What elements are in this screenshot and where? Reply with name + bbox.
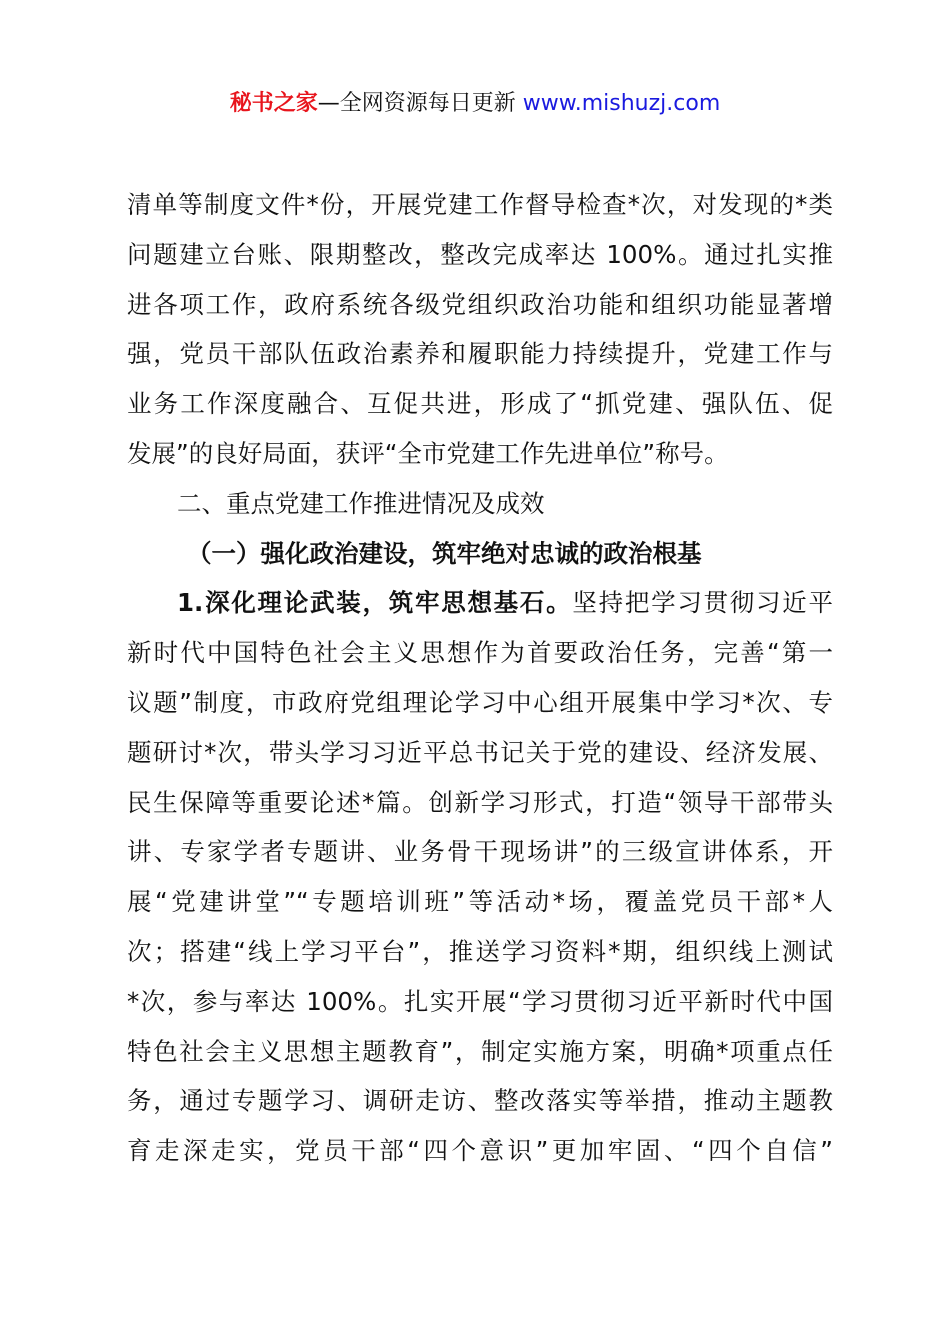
lead-heading: 1.深化理论武装，筑牢思想基石。 xyxy=(177,588,573,618)
paragraph-theory xyxy=(127,578,833,1176)
lead-text: 坚持把学习贯彻习近平 xyxy=(572,588,833,618)
text-line: 进各项工作，政府系统各级党组织政治功能和组织功能显著增 xyxy=(127,289,833,319)
text-line: 议题”制度，市政府党组理论学习中心组开展集中学习*次、专 xyxy=(127,687,833,717)
site-banner xyxy=(0,88,950,120)
text-line: 次；搭建“线上学习平台”，推送学习资料*期，组织线上测试 xyxy=(127,936,833,966)
section-heading: 二、重点党建工作推进情况及成效 xyxy=(177,488,545,518)
text-line-lead xyxy=(127,578,833,628)
text-line: 新时代中国特色社会主义思想作为首要政治任务，完善“第一 xyxy=(127,638,833,668)
text-line: 强，党员干部队伍政治素养和履职能力持续提升，党建工作与 xyxy=(127,339,833,369)
text-line: 清单等制度文件*份，开展党建工作督导检查*次，对发现的*类 xyxy=(127,190,833,219)
site-url-link[interactable]: www.mishuzj.com xyxy=(522,91,721,116)
text-line: *次，参与率达 100%。扎实开展“学习贯彻习近平新时代中国 xyxy=(127,986,833,1016)
text-line: 问题建立台账、限期整改，整改完成率达 100%。通过扎实推 xyxy=(127,239,833,269)
text-line: 讲、专家学者专题讲、业务骨干现场讲”的三级宣讲体系，开 xyxy=(127,837,833,867)
text-line: 题研讨*次，带头学习习近平总书记关于党的建设、经济发展、 xyxy=(127,737,833,767)
text-line: 育走深走实，党员干部“四个意识”更加牢固、“四个自信” xyxy=(127,1136,833,1166)
subsection-heading: （一）强化政治建设，筑牢绝对忠诚的政治根基 xyxy=(187,538,702,568)
text-line: 特色社会主义思想主题教育”，制定实施方案，明确*项重点任 xyxy=(127,1036,833,1066)
paragraph-achievements xyxy=(127,180,833,479)
text-line: 展“党建讲堂”“专题培训班”等活动*场，覆盖党员干部*人 xyxy=(127,887,833,917)
document-body xyxy=(127,180,833,1176)
text-line: 务，通过专题学习、调研走访、整改落实等举措，推动主题教 xyxy=(127,1086,833,1116)
text-line: 民生保障等重要论述*篇。创新学习形式，打造“领导干部带头 xyxy=(127,787,833,817)
banner-slogan: —全网资源每日更新 xyxy=(317,91,523,116)
text-line: 业务工作深度融合、互促共进，形成了“抓党建、强队伍、促 xyxy=(127,389,833,419)
brand-name: 秘书之家 xyxy=(229,91,318,116)
text-line: 发展”的良好局面，获评“全市党建工作先进单位”称号。 xyxy=(127,438,729,468)
